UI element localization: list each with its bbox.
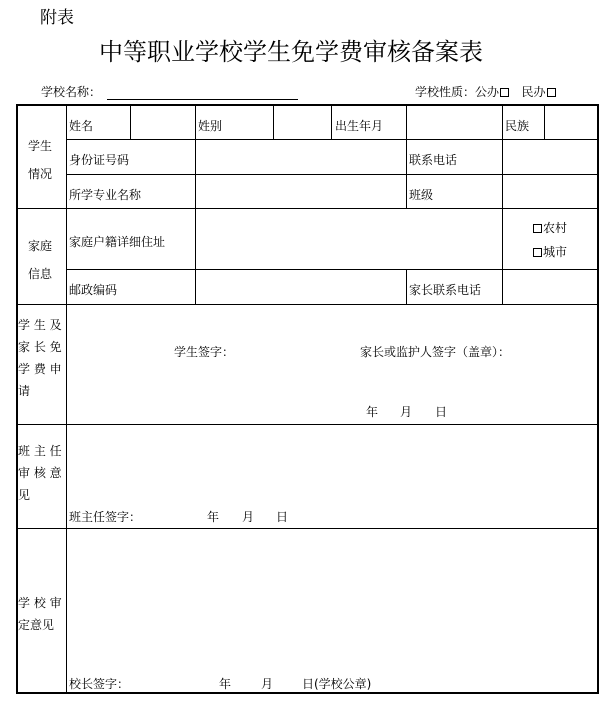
teacher-label-line: 班 主 任 — [18, 444, 62, 458]
urban-checkbox[interactable] — [533, 248, 542, 257]
school-nature-label: 学校性质： — [415, 85, 476, 99]
family-section-label-1: 家庭 — [28, 239, 53, 253]
principal-signature-label: 校长签字： — [69, 677, 130, 691]
rural-checkbox[interactable] — [533, 224, 542, 233]
application-label-line: 学 费 申 — [18, 362, 62, 376]
school-nature-field — [415, 86, 557, 98]
urban-option — [532, 246, 567, 258]
teacher-signature-label: 班主任签字： — [69, 510, 142, 524]
gender-input[interactable] — [274, 106, 330, 138]
student-section-label-1: 学生 — [28, 139, 53, 153]
rural-option-label: 农村 — [543, 221, 568, 235]
id-input[interactable] — [196, 140, 405, 173]
parent-phone-input[interactable] — [503, 271, 597, 303]
application-month: 月 — [400, 405, 413, 419]
application-label-line: 家 长 免 — [18, 340, 62, 354]
school-section-label — [18, 592, 62, 636]
address-label: 家庭户籍详细住址 — [69, 235, 166, 249]
ethnicity-input[interactable] — [545, 106, 596, 138]
teacher-year: 年 — [207, 510, 220, 524]
student-signature-label: 学生签字： — [174, 345, 235, 359]
birth-input[interactable] — [407, 106, 501, 138]
student-section-label-2: 情况 — [28, 167, 53, 181]
class-input[interactable] — [503, 175, 597, 207]
appendix-label: 附表 — [40, 8, 74, 28]
public-option-label: 公办 — [475, 85, 500, 99]
contact-phone-input[interactable] — [503, 140, 597, 173]
family-section-label-2: 信息 — [28, 267, 53, 281]
ethnicity-label: 民族 — [505, 119, 530, 133]
birth-label: 出生年月 — [335, 119, 384, 133]
major-input[interactable] — [196, 175, 405, 207]
application-section-label — [18, 314, 62, 402]
address-input[interactable] — [196, 210, 501, 268]
name-label: 姓名 — [69, 119, 94, 133]
private-checkbox[interactable] — [547, 88, 556, 97]
major-label: 所学专业名称 — [69, 188, 142, 202]
gender-label: 姓别 — [198, 119, 223, 133]
school-day-seal: 日(学校公章) — [302, 677, 372, 691]
school-year: 年 — [219, 677, 232, 691]
guardian-signature-label: 家长或监护人签字（盖章）： — [360, 345, 511, 359]
teacher-month: 月 — [242, 510, 255, 524]
teacher-label-line: 审 核 意 — [18, 466, 62, 480]
school-month: 月 — [261, 677, 274, 691]
school-name-label: 学校名称： — [41, 85, 102, 99]
name-input[interactable] — [131, 106, 194, 138]
school-label-line: 定意见 — [18, 618, 55, 632]
class-label: 班级 — [409, 188, 434, 202]
application-label-line: 请 — [18, 384, 31, 398]
application-label-line: 学 生 及 — [18, 318, 62, 332]
postcode-label: 邮政编码 — [69, 283, 118, 297]
application-year: 年 — [366, 405, 379, 419]
postcode-input[interactable] — [196, 271, 405, 303]
application-day: 日 — [435, 405, 448, 419]
teacher-section-label — [18, 440, 62, 506]
public-checkbox[interactable] — [500, 88, 509, 97]
id-label: 身份证号码 — [69, 153, 130, 167]
contact-phone-label: 联系电话 — [409, 153, 458, 167]
teacher-label-line: 见 — [18, 488, 31, 502]
school-label-line: 学 校 审 — [18, 596, 62, 610]
teacher-day: 日 — [276, 510, 289, 524]
private-option-label: 民办 — [521, 85, 546, 99]
form-title: 中等职业学校学生免学费审核备案表 — [99, 38, 483, 66]
rural-option — [532, 222, 567, 234]
urban-option-label: 城市 — [543, 245, 568, 259]
school-name-underline[interactable] — [107, 99, 298, 100]
parent-phone-label: 家长联系电话 — [409, 283, 482, 297]
